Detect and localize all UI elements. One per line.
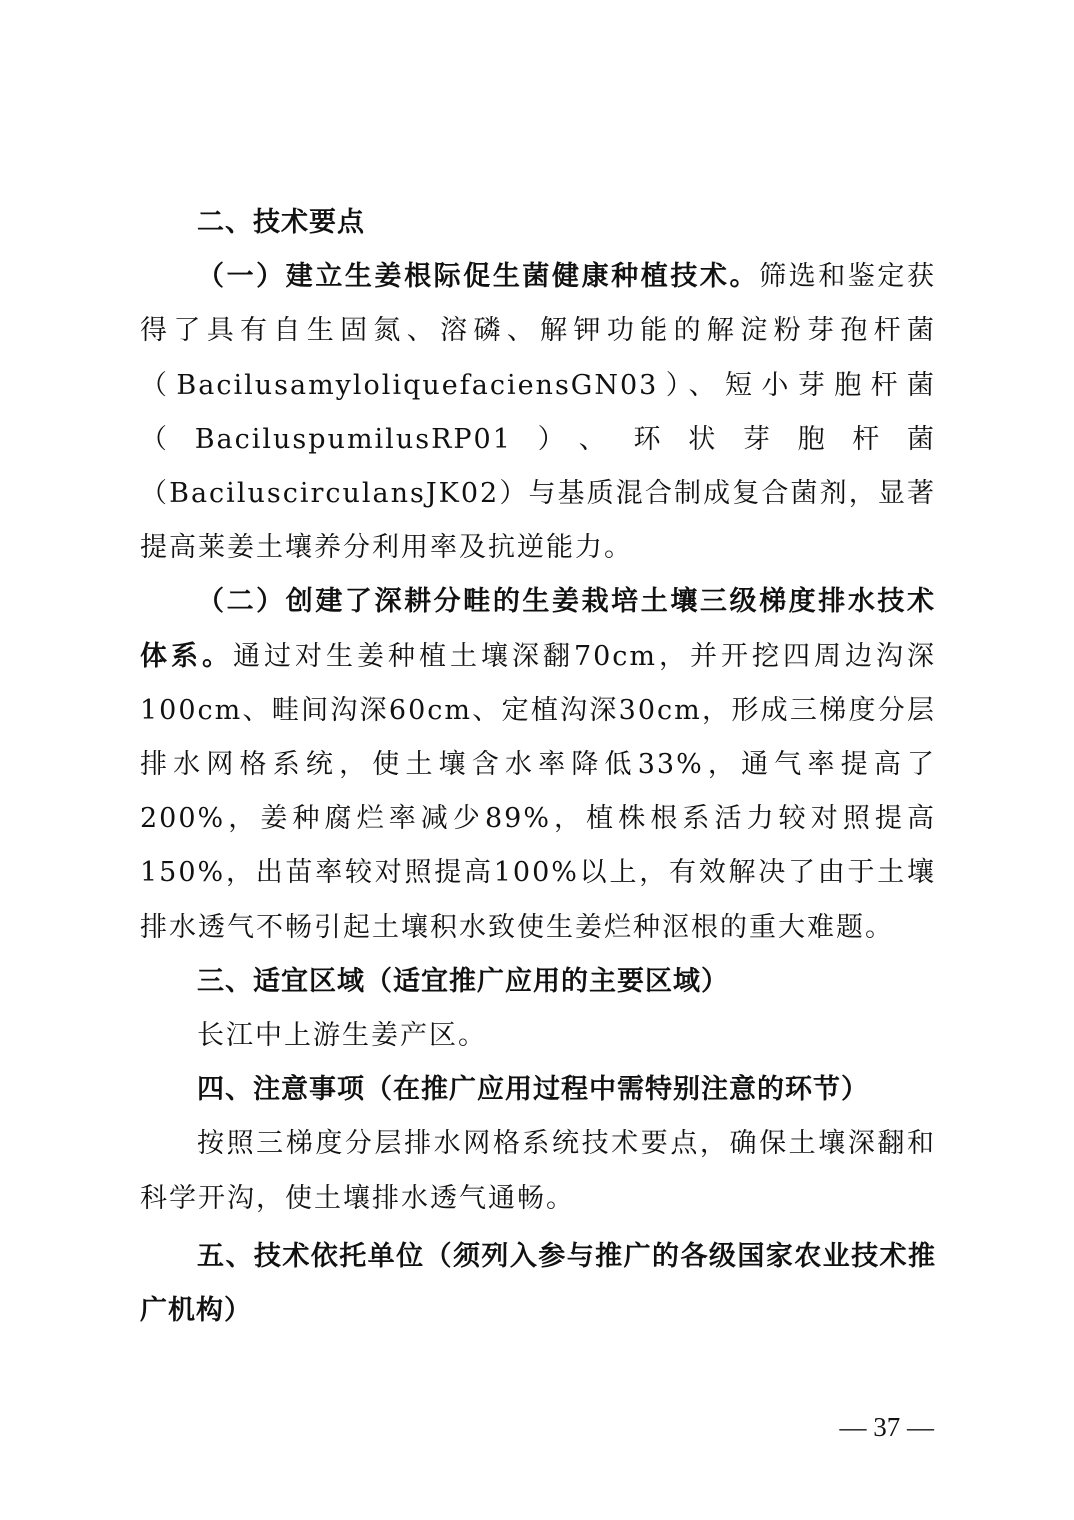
page-number: — 37 — [839,1412,934,1442]
point-2-body: 通过对生姜种植土壤深翻70cm，并开挖四周边沟深100cm、畦间沟深60cm、定植沟深30cm，形成三梯度分层排水网格系统，使土壤含水率降低33%，通气率提高了200%，姜种腐烂率减少89%，植株根系活力较对照提高150%，出苗率较对照提高100%以上，有效解决了由于土壤排水透气不畅引起土壤积水致使生姜烂种沤根的重大难题。 [140,640,936,943]
section-heading-technical-points: 二、技术要点 [197,207,365,238]
paragraph-point-2 [140,575,936,954]
document-body [140,196,936,1338]
point-2-lead: （二）创建了深耕分畦的生姜栽培土壤三级梯度排水技术体系。 [140,586,936,672]
point-1-body: 筛选和鉴定获得了具有自生固氮、溶磷、解钾功能的解淀粉芽孢杆菌（BacilusamyloliquefaciensGN03）、短小芽胞杆菌（BaciluspumilusRP01）、环状芽胞杆菌（BaciluscirculansJK02）与基质混合制成复合菌剂，显著提高莱姜土壤养分利用率及抗逆能力。 [140,261,937,564]
paragraph-suitable-region: 长江中上游生姜产区。 [197,1020,487,1052]
paragraph-point-1 [140,250,936,575]
paragraph-precautions: 按照三梯度分层排水网格系统技术要点，确保土壤深翻和科学开沟，使土壤排水透气通畅。 [140,1128,936,1214]
section-heading-suitable-region: 三、适宜区域（适宜推广应用的主要区域） [197,965,729,997]
section-heading-supporting-units: 五、技术依托单位（须列入参与推广的各级国家农业技术推广机构） [140,1240,936,1327]
section-heading-precautions: 四、注意事项（在推广应用过程中需特别注意的环节） [197,1074,869,1106]
point-1-lead: （一）建立生姜根际促生菌健康种植技术。 [197,261,760,293]
